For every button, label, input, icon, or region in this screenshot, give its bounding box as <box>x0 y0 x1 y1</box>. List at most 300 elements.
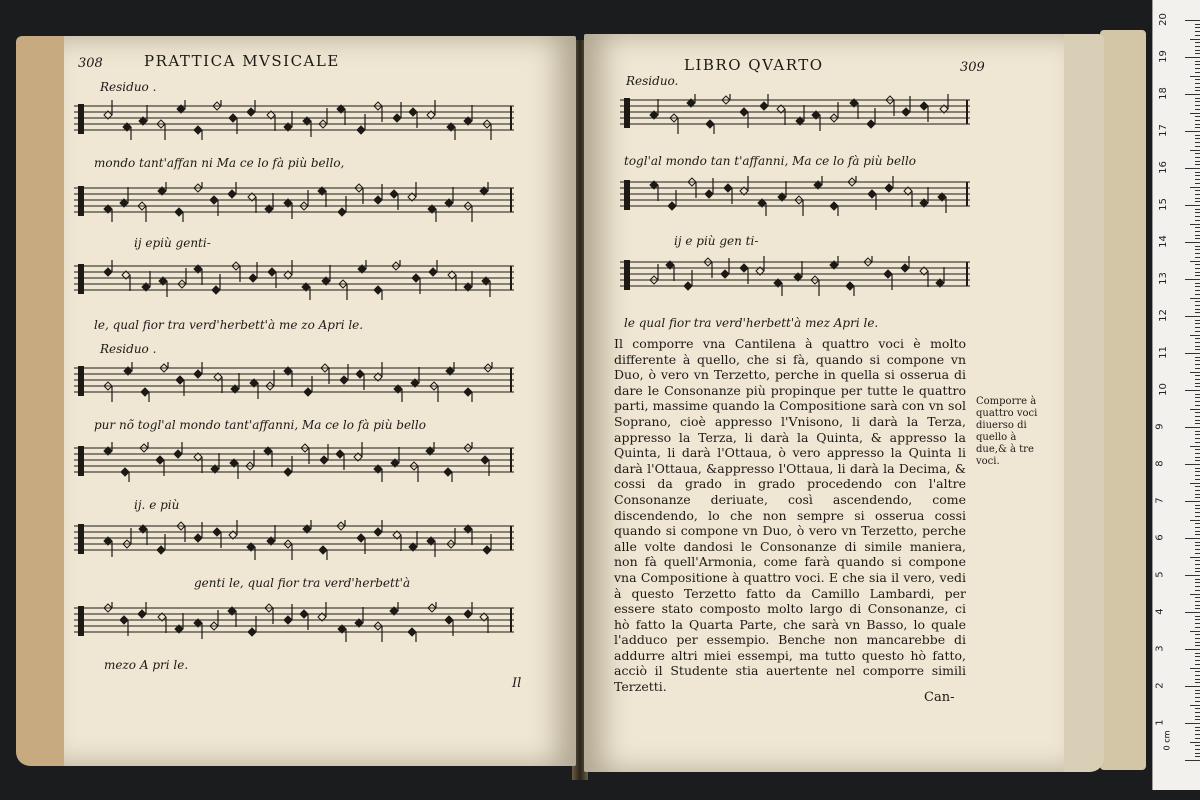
ruler-tick <box>1195 368 1200 369</box>
note-head <box>721 270 729 278</box>
note-head <box>867 120 875 128</box>
ruler-number: 10 <box>1157 383 1169 396</box>
ruler-tick <box>1190 76 1200 77</box>
ruler-tick <box>1185 723 1200 724</box>
ruler-number: 4 <box>1154 608 1166 615</box>
ruler-tick <box>1185 575 1200 576</box>
note-head <box>920 102 928 110</box>
ruler-tick <box>1195 405 1200 406</box>
note-head <box>483 546 491 554</box>
ruler-tick <box>1195 568 1200 569</box>
ruler-tick <box>1195 505 1200 506</box>
note-head <box>141 388 149 396</box>
note-head <box>284 616 292 624</box>
note-head <box>194 534 202 542</box>
ruler-tick <box>1195 312 1200 313</box>
ruler-tick <box>1195 201 1200 202</box>
ruler-tick <box>1195 712 1200 713</box>
ruler-tick <box>1195 79 1200 80</box>
ruler-tick <box>1195 490 1200 491</box>
ruler-tick <box>1195 379 1200 380</box>
clef-icon <box>624 260 630 290</box>
right-running-head: LIBRO QVARTO <box>684 56 824 74</box>
ruler-tick <box>1195 434 1200 435</box>
ruler-tick <box>1195 679 1200 680</box>
ruler-number: 16 <box>1157 161 1169 174</box>
ruler-tick <box>1195 579 1200 580</box>
ruler-tick <box>1195 212 1200 213</box>
ruler-tick <box>1195 327 1200 328</box>
note-head <box>212 286 220 294</box>
ruler-tick <box>1195 72 1200 73</box>
ruler-number: 19 <box>1157 50 1169 63</box>
margin-note: Comporre à quattro voci diuerso di quello à due,& à tre voci. <box>976 396 1038 467</box>
note-head <box>229 114 237 122</box>
left-catchword: Il <box>512 676 522 691</box>
right-lyric-2: ij e più gen ti- <box>674 234 759 248</box>
ruler-tick <box>1195 734 1200 735</box>
right-lyric-3: le qual fior tra verd'herbett'à mez Apri le. <box>624 316 879 330</box>
ruler-tick <box>1185 649 1200 650</box>
note-head <box>705 190 713 198</box>
note-head <box>724 184 732 192</box>
ruler-tick <box>1195 597 1200 598</box>
note-head <box>157 546 165 554</box>
ruler-tick <box>1195 508 1200 509</box>
right-residuo-label: Residuo. <box>626 74 679 88</box>
ruler-tick <box>1195 286 1200 287</box>
ruler-tick <box>1195 264 1200 265</box>
note-head <box>176 376 184 384</box>
ruler-tick <box>1195 693 1200 694</box>
ruler-tick <box>1195 109 1200 110</box>
ruler-number: 6 <box>1154 534 1166 541</box>
ruler-number: 5 <box>1154 571 1166 578</box>
note-head <box>249 274 257 282</box>
ruler-tick <box>1195 283 1200 284</box>
note-head <box>464 610 472 618</box>
note-head <box>846 282 854 290</box>
ruler-tick <box>1195 235 1200 236</box>
ruler-tick <box>1195 83 1200 84</box>
ruler-number: 9 <box>1154 423 1166 430</box>
note-head <box>429 268 437 276</box>
note-head <box>338 208 346 216</box>
note-head <box>684 282 692 290</box>
ruler-tick <box>1185 168 1200 169</box>
ruler-tick <box>1195 708 1200 709</box>
clef-icon <box>624 98 630 128</box>
note-head <box>340 376 348 384</box>
note-head <box>481 456 489 464</box>
ruler-tick <box>1195 127 1200 128</box>
ruler-tick <box>1195 727 1200 728</box>
measuring-ruler <box>1152 0 1200 790</box>
left-page <box>16 36 576 766</box>
ruler-tick <box>1195 257 1200 258</box>
clef-icon <box>78 104 84 134</box>
ruler-tick <box>1190 594 1200 595</box>
ruler-number: 3 <box>1154 645 1166 652</box>
note-head <box>445 616 453 624</box>
ruler-tick <box>1195 442 1200 443</box>
left-lyric-5: ij. e più <box>134 498 180 512</box>
clef-icon <box>78 606 84 636</box>
note-head <box>336 450 344 458</box>
ruler-tick <box>1195 161 1200 162</box>
ruler-tick <box>1195 664 1200 665</box>
ruler-number: 13 <box>1157 272 1169 285</box>
ruler-tick <box>1195 453 1200 454</box>
note-head <box>868 190 876 198</box>
ruler-tick <box>1195 656 1200 657</box>
ruler-tick <box>1195 394 1200 395</box>
right-page-number: 309 <box>960 60 985 75</box>
ruler-tick <box>1195 383 1200 384</box>
note-head <box>213 528 221 536</box>
ruler-tick <box>1195 220 1200 221</box>
ruler-tick <box>1195 87 1200 88</box>
ruler-tick <box>1195 331 1200 332</box>
ruler-tick <box>1190 446 1200 447</box>
ruler-tick <box>1185 316 1200 317</box>
note-head <box>409 108 417 116</box>
ruler-tick <box>1185 57 1200 58</box>
ruler-tick <box>1195 571 1200 572</box>
ruler-tick <box>1195 590 1200 591</box>
note-head <box>175 208 183 216</box>
note-head <box>120 616 128 624</box>
ruler-tick <box>1195 412 1200 413</box>
ruler-tick <box>1195 246 1200 247</box>
ruler-tick <box>1195 527 1200 528</box>
ruler-tick <box>1195 608 1200 609</box>
note-head <box>156 456 164 464</box>
ruler-tick <box>1195 101 1200 102</box>
ruler-tick <box>1195 756 1200 757</box>
ruler-tick <box>1195 716 1200 717</box>
clef-icon <box>78 446 84 476</box>
ruler-tick <box>1190 557 1200 558</box>
note-head <box>374 528 382 536</box>
ruler-number: 14 <box>1157 235 1169 248</box>
ruler-tick <box>1195 249 1200 250</box>
note-head <box>319 546 327 554</box>
ruler-tick <box>1195 64 1200 65</box>
ruler-tick <box>1195 586 1200 587</box>
ruler-tick <box>1195 553 1200 554</box>
ruler-tick <box>1185 501 1200 502</box>
note-head <box>393 114 401 122</box>
note-head <box>300 610 308 618</box>
ruler-number: 8 <box>1154 460 1166 467</box>
ruler-tick <box>1185 205 1200 206</box>
ruler-number: 17 <box>1157 124 1169 137</box>
left-running-head: PRATTICA MVSICALE <box>144 52 340 70</box>
ruler-tick <box>1190 150 1200 151</box>
ruler-tick <box>1195 645 1200 646</box>
ruler-tick <box>1195 601 1200 602</box>
ruler-tick <box>1195 549 1200 550</box>
ruler-tick <box>1195 386 1200 387</box>
ruler-tick <box>1195 190 1200 191</box>
ruler-tick <box>1195 627 1200 628</box>
ruler-tick <box>1195 46 1200 47</box>
ruler-tick <box>1195 323 1200 324</box>
note-head <box>706 120 714 128</box>
clef-icon <box>78 524 84 554</box>
ruler-number: 15 <box>1157 198 1169 211</box>
ruler-tick <box>1190 335 1200 336</box>
right-staff-3 <box>620 256 970 290</box>
ruler-tick <box>1185 686 1200 687</box>
ruler-tick <box>1195 272 1200 273</box>
ruler-tick <box>1190 668 1200 669</box>
right-staff-2 <box>620 176 970 210</box>
ruler-tick <box>1195 605 1200 606</box>
ruler-tick <box>1195 397 1200 398</box>
ruler-tick <box>1195 475 1200 476</box>
ruler-tick <box>1195 157 1200 158</box>
note-head <box>374 196 382 204</box>
ruler-tick <box>1185 464 1200 465</box>
ruler-tick <box>1195 164 1200 165</box>
ruler-tick <box>1195 479 1200 480</box>
ruler-tick <box>1195 346 1200 347</box>
note-head <box>357 126 365 134</box>
ruler-tick <box>1195 619 1200 620</box>
ruler-tick <box>1195 268 1200 269</box>
book-back-cover <box>1100 30 1146 770</box>
ruler-number: 7 <box>1154 497 1166 504</box>
ruler-number: 20 <box>1157 13 1169 26</box>
ruler-tick <box>1195 309 1200 310</box>
left-lyric-6: genti le, qual fior tra verd'herbett'à <box>194 576 411 590</box>
ruler-tick <box>1195 420 1200 421</box>
ruler-tick <box>1190 520 1200 521</box>
note-head <box>408 628 416 636</box>
ruler-tick <box>1195 124 1200 125</box>
ruler-tick <box>1195 338 1200 339</box>
note-head <box>374 286 382 294</box>
note-head <box>248 628 256 636</box>
ruler-tick <box>1190 39 1200 40</box>
ruler-tick <box>1195 375 1200 376</box>
ruler-tick <box>1195 194 1200 195</box>
note-head <box>740 108 748 116</box>
ruler-number: 1 <box>1154 719 1166 726</box>
ruler-tick <box>1195 564 1200 565</box>
left-staff-1 <box>74 100 514 134</box>
ruler-tick <box>1195 153 1200 154</box>
ruler-tick <box>1195 301 1200 302</box>
ruler-tick <box>1185 279 1200 280</box>
ruler-tick <box>1195 512 1200 513</box>
ruler-tick <box>1195 460 1200 461</box>
ruler-tick <box>1195 179 1200 180</box>
left-page-number: 308 <box>78 56 103 71</box>
ruler-tick <box>1195 209 1200 210</box>
note-head <box>304 388 312 396</box>
ruler-tick <box>1190 483 1200 484</box>
left-staff-6 <box>74 520 514 554</box>
ruler-tick <box>1195 135 1200 136</box>
ruler-tick <box>1195 738 1200 739</box>
note-head <box>268 268 276 276</box>
note-head <box>901 264 909 272</box>
left-staff-2 <box>74 182 514 216</box>
ruler-tick <box>1195 105 1200 106</box>
note-head <box>885 184 893 192</box>
ruler-tick <box>1195 198 1200 199</box>
ruler-tick <box>1190 298 1200 299</box>
ruler-tick <box>1195 216 1200 217</box>
ruler-tick <box>1190 631 1200 632</box>
ruler-tick <box>1195 701 1200 702</box>
ruler-tick <box>1190 705 1200 706</box>
left-lyric-7: mezo A pri le. <box>104 658 189 672</box>
ruler-tick <box>1190 372 1200 373</box>
ruler-tick <box>1195 545 1200 546</box>
ruler-tick <box>1185 131 1200 132</box>
ruler-tick <box>1195 364 1200 365</box>
ruler-tick <box>1195 61 1200 62</box>
note-head <box>194 126 202 134</box>
note-head <box>210 196 218 204</box>
ruler-tick <box>1195 231 1200 232</box>
ruler-tick <box>1185 390 1200 391</box>
ruler-tick <box>1195 534 1200 535</box>
ruler-tick <box>1195 494 1200 495</box>
ruler-number: 11 <box>1157 346 1169 359</box>
ruler-tick <box>1195 138 1200 139</box>
ruler-tick <box>1185 760 1200 761</box>
ruler-tick <box>1195 653 1200 654</box>
note-head <box>228 190 236 198</box>
ruler-tick <box>1195 671 1200 672</box>
ruler-tick <box>1185 538 1200 539</box>
left-staff-7 <box>74 602 514 636</box>
note-head <box>464 388 472 396</box>
note-head <box>740 264 748 272</box>
ruler-tick <box>1195 531 1200 532</box>
ruler-tick <box>1195 357 1200 358</box>
ruler-tick <box>1195 675 1200 676</box>
ruler-tick <box>1195 253 1200 254</box>
ruler-tick <box>1190 261 1200 262</box>
ruler-tick <box>1185 353 1200 354</box>
ruler-tick <box>1195 31 1200 32</box>
ruler-tick <box>1195 35 1200 36</box>
ruler-tick <box>1195 431 1200 432</box>
ruler-tick <box>1195 142 1200 143</box>
ruler-tick <box>1195 542 1200 543</box>
clef-icon <box>78 366 84 396</box>
note-head <box>830 202 838 210</box>
ruler-tick <box>1195 146 1200 147</box>
right-staff-1 <box>620 94 970 128</box>
note-head <box>247 108 255 116</box>
treatise-paragraph-text: Il comporre vna Cantilena à quattro voci è molto differente à quello, che si fà, quando si compone vn Duo, ò vero vn Terzetto, perche in quella si osserua di dare le Consonanze più propinque per tutte le quattro parti, massime quando la Compositione sarà con vn sol Soprano, cioè appresso l'Vnisono, li darà la Terza, appresso la Terza, li darà la Quinta, & appresso la Quinta, li darà l'Ottaua, ò vero appresso la Quinta li darà l'Ottaua, &appresso l'Ottaua, li darà la Decima, & cossi da grado in grado procedendo con l'altre Consonanze deriuate, così ascendendo, come discendendo, lo che non sempre si osserua cossi quando si compone vn Duo, ò vero vn Terzetto, perche alle volte dandosi le Consonanze di simile maniera, non fà quell'Armonia, come farà quando si compone vna Compositione à quattro voci. E che sia il vero, vedi à questo Terzetto fatto da Camillo Lambardi, per essere stato composto molto largo di Consonanze, ci hò fatto la Quarta Parte, che sarà vn Basso, lo quale l'adduco per essempio. Benche non mancarebbe di addurre altri miei essempi, ma tutto questo hò fatto, acciò il Studente stia auertente nel comporre simili Terzetti. <box>614 336 966 695</box>
note-head <box>284 468 292 476</box>
ruler-tick <box>1195 416 1200 417</box>
ruler-tick <box>1195 523 1200 524</box>
ruler-tick <box>1195 719 1200 720</box>
note-head <box>390 190 398 198</box>
ruler-tick <box>1190 409 1200 410</box>
ruler-tick <box>1195 320 1200 321</box>
ruler-tick <box>1195 90 1200 91</box>
right-page <box>584 34 1104 772</box>
note-head <box>104 268 112 276</box>
left-staff-3 <box>74 260 514 294</box>
ruler-tick <box>1195 98 1200 99</box>
ruler-tick <box>1195 294 1200 295</box>
ruler-tick <box>1195 53 1200 54</box>
ruler-tick <box>1195 623 1200 624</box>
ruler-tick <box>1195 697 1200 698</box>
clef-icon <box>78 186 84 216</box>
ruler-tick <box>1195 27 1200 28</box>
ruler-tick <box>1195 438 1200 439</box>
ruler-tick <box>1195 42 1200 43</box>
ruler-tick <box>1195 360 1200 361</box>
right-catchword: Can- <box>924 690 955 705</box>
ruler-tick <box>1195 449 1200 450</box>
ruler-tick <box>1195 745 1200 746</box>
note-head <box>902 108 910 116</box>
ruler-tick <box>1195 582 1200 583</box>
note-head <box>174 450 182 458</box>
ruler-tick <box>1195 116 1200 117</box>
ruler-tick <box>1190 187 1200 188</box>
ruler-tick <box>1195 660 1200 661</box>
ruler-tick <box>1195 497 1200 498</box>
left-lyric-3: le, qual fior tra verd'herbett'à me zo Apri le. <box>94 318 364 332</box>
ruler-tick <box>1195 753 1200 754</box>
ruler-tick <box>1195 24 1200 25</box>
ruler-tick <box>1195 183 1200 184</box>
ruler-tick <box>1195 238 1200 239</box>
left-lyric-1: mondo tant'affan ni Ma ce lo fà più bello, <box>94 156 345 170</box>
note-head <box>357 534 365 542</box>
note-head <box>320 456 328 464</box>
ruler-tick <box>1195 560 1200 561</box>
ruler-tick <box>1195 730 1200 731</box>
ruler-tick <box>1185 242 1200 243</box>
ruler-tick <box>1185 94 1200 95</box>
ruler-tick <box>1195 172 1200 173</box>
ruler-number: 18 <box>1157 87 1169 100</box>
ruler-tick <box>1195 690 1200 691</box>
note-head <box>668 202 676 210</box>
ruler-tick <box>1195 457 1200 458</box>
note-head <box>138 610 146 618</box>
ruler-tick <box>1190 113 1200 114</box>
ruler-tick <box>1195 423 1200 424</box>
ruler-tick <box>1185 427 1200 428</box>
ruler-tick <box>1195 175 1200 176</box>
left-lyric-4: pur nõ togl'al mondo tant'affanni, Ma ce lo fà più bello <box>94 418 426 432</box>
ruler-tick <box>1195 290 1200 291</box>
note-head <box>760 102 768 110</box>
left-staff-4 <box>74 362 514 396</box>
left-residuo-label-2: Residuo . <box>100 342 157 356</box>
treatise-paragraph <box>614 336 966 695</box>
left-residuo-label-1: Residuo . <box>100 80 157 94</box>
ruler-tick <box>1195 638 1200 639</box>
ruler-tick <box>1195 486 1200 487</box>
